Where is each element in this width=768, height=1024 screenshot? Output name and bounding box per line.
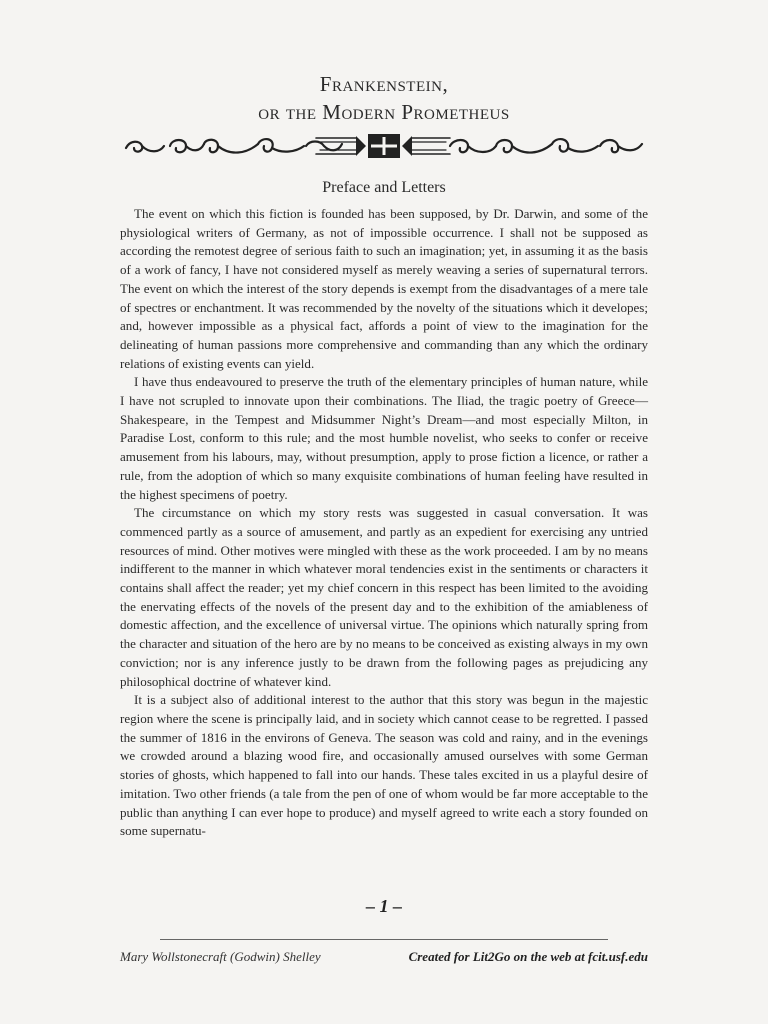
- paragraph: I have thus endeavoured to preserve the truth of the elementary principles of human nature, while I have not scrupled to innovate upon their combinations. The Iliad, the tragic poetry of Greece—Shakespeare, in the Tempest and Midsummer Night’s Dream—and most especially Milton, in Paradise Lost, conform to this rule; and the most humble novelist, who seeks to confer or receive amusement from his labours, may, without presumption, apply to prose fiction a licence, or rather a rule, from the adoption of which so many exquisite combinations of human feeling have resulted in the highest specimens of poetry.: [120, 374, 648, 502]
- body-text: [120, 205, 648, 841]
- paragraph: The circumstance on which my story rests was suggested in casual conversation. It was commenced partly as a source of amusement, and partly as an expedient for exercising any untried resources of mind. Other motives were mingled with these as the work proceeded. I am by no means indifferent to the manner in which whatever moral tendencies exist in the sentiments or characters it contains shall affect the reader; yet my chief concern in this respect has been limited to the avoiding the enervating effects of the novels of the present day and to the exhibition of the amiableness of domestic affection, and the excellence of universal virtue. The opinions which naturally spring from the character and situation of the hero are by no means to be conceived as existing always in my own conviction; nor is any inference justly to be drawn from the following pages as prejudicing any philosophical doctrine of whatever kind.: [120, 505, 648, 689]
- paragraph: It is a subject also of additional interest to the author that this story was begun in the majestic region where the scene is principally laid, and in society which cannot cease to be regretted. I passed the summer of 1816 in the environs of Geneva. The season was cold and rainy, and in the evenings we crowded around a blazing wood fire, and occasionally amused ourselves with some German stories of ghosts, which happened to fall into our hands. These tales excited in us a playful desire of imitation. Two other friends (a tale from the pen of one of whom would be far more acceptable to the public than anything I can ever hope to produce) and myself agreed to write each a story founded on some supernatu-: [120, 692, 648, 839]
- footer-author: Mary Wollstonecraft (Godwin) Shelley: [120, 949, 321, 964]
- title-line-2: or the Modern Prometheus: [258, 100, 510, 124]
- footer-credit: Created for Lit2Go on the web at fcit.usf.edu: [408, 949, 648, 964]
- decorative-divider-icon: [120, 128, 648, 164]
- title-line-1: Frankenstein,: [319, 72, 449, 96]
- page-number: – 1 –: [366, 896, 402, 916]
- section-heading: Preface and Letters: [322, 179, 446, 196]
- paragraph: The event on which this fiction is founded has been supposed, by Dr. Darwin, and some of the physiological writers of Germany, as not of impossible occurrence. I shall not be supposed as according the remotest degree of serious faith to such an imagination; yet, in assuming it as the basis of a work of fancy, I have not considered myself as merely weaving a series of supernatural terrors. The event on which the interest of the story depends is exempt from the disadvantages of a mere tale of spectres or enchantment. It was recommended by the novelty of the situations which it developes; and, however impossible as a physical fact, affords a point of view to the imagination for the delineating of human passions more comprehensive and commanding than any which the ordinary relations of existing events can yield.: [120, 206, 648, 371]
- footer-divider: [160, 939, 608, 940]
- book-title: [0, 70, 768, 126]
